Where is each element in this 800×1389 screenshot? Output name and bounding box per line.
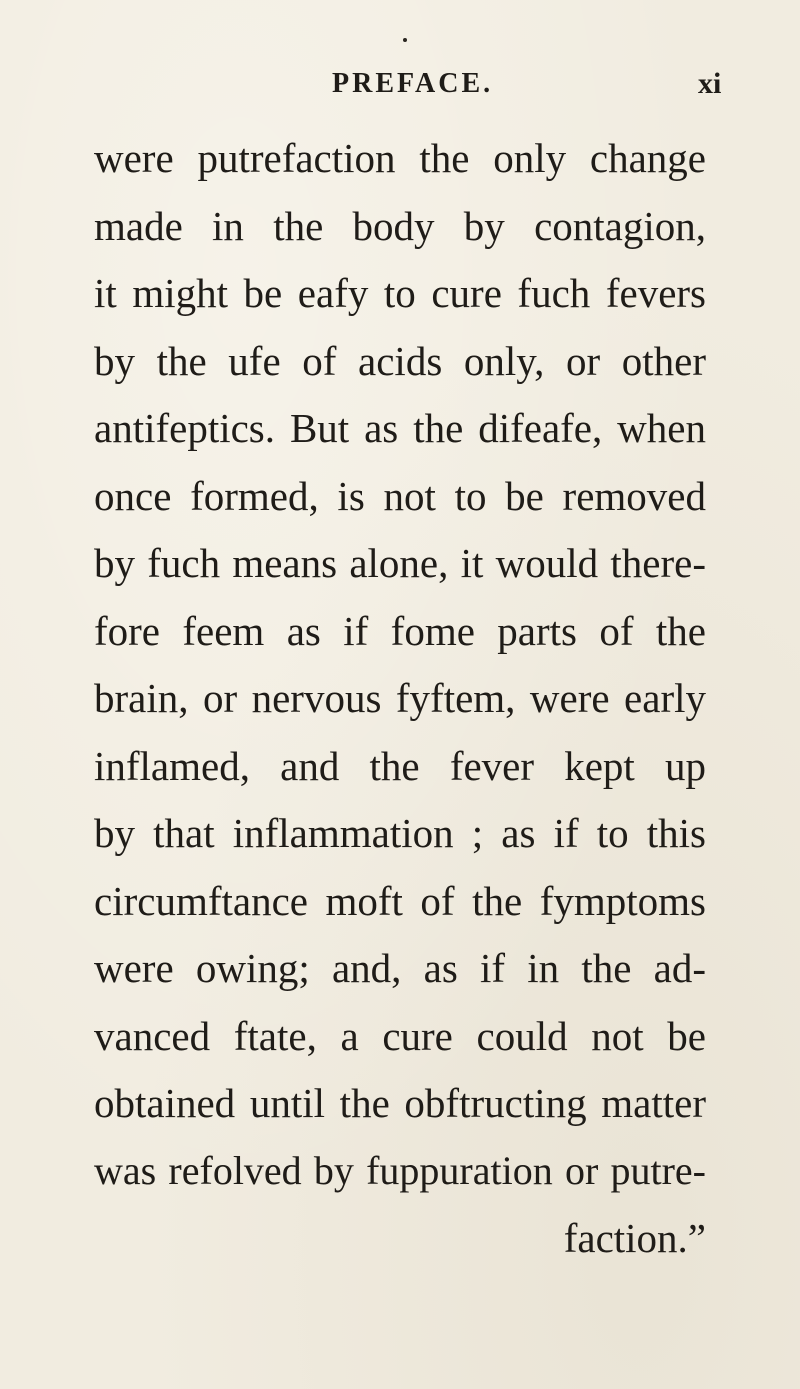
text-line: brain, or nervous fyftem, were early <box>94 675 706 721</box>
text-line: by the ufe of acids only, or other <box>94 337 706 384</box>
text-line: once formed, is not to be removed <box>94 472 706 519</box>
running-head <box>0 64 800 104</box>
text-line: made in the body by contagion, <box>94 202 706 249</box>
page-speck <box>403 38 407 42</box>
text-line: was refolved by fuppuration or putre- <box>94 1147 706 1193</box>
text-line: it might be eafy to cure fuch fevers <box>94 270 706 316</box>
text-line: circumftance moft of the fymptoms <box>94 877 706 924</box>
text-line: obtained until the obftructing matter <box>94 1080 706 1126</box>
text-line-final: faction.” <box>563 1215 706 1261</box>
text-line: fore feem as if fome parts of the <box>94 607 706 654</box>
body-text <box>94 128 706 1276</box>
text-line: were putrefaction the only change <box>94 135 706 181</box>
text-line: were owing; and, as if in the ad- <box>94 945 706 991</box>
text-line: inflamed, and the fever kept up <box>94 742 706 789</box>
text-line: by that inflammation ; as if to this <box>94 810 706 856</box>
page-number: xi <box>698 67 722 100</box>
text-line: antifeptics. But as the difeafe, when <box>94 405 706 451</box>
text-line: by fuch means alone, it would there- <box>94 540 706 586</box>
running-head-title: PREFACE. <box>332 68 494 99</box>
text-line: vanced ftate, a cure could not be <box>94 1012 706 1059</box>
